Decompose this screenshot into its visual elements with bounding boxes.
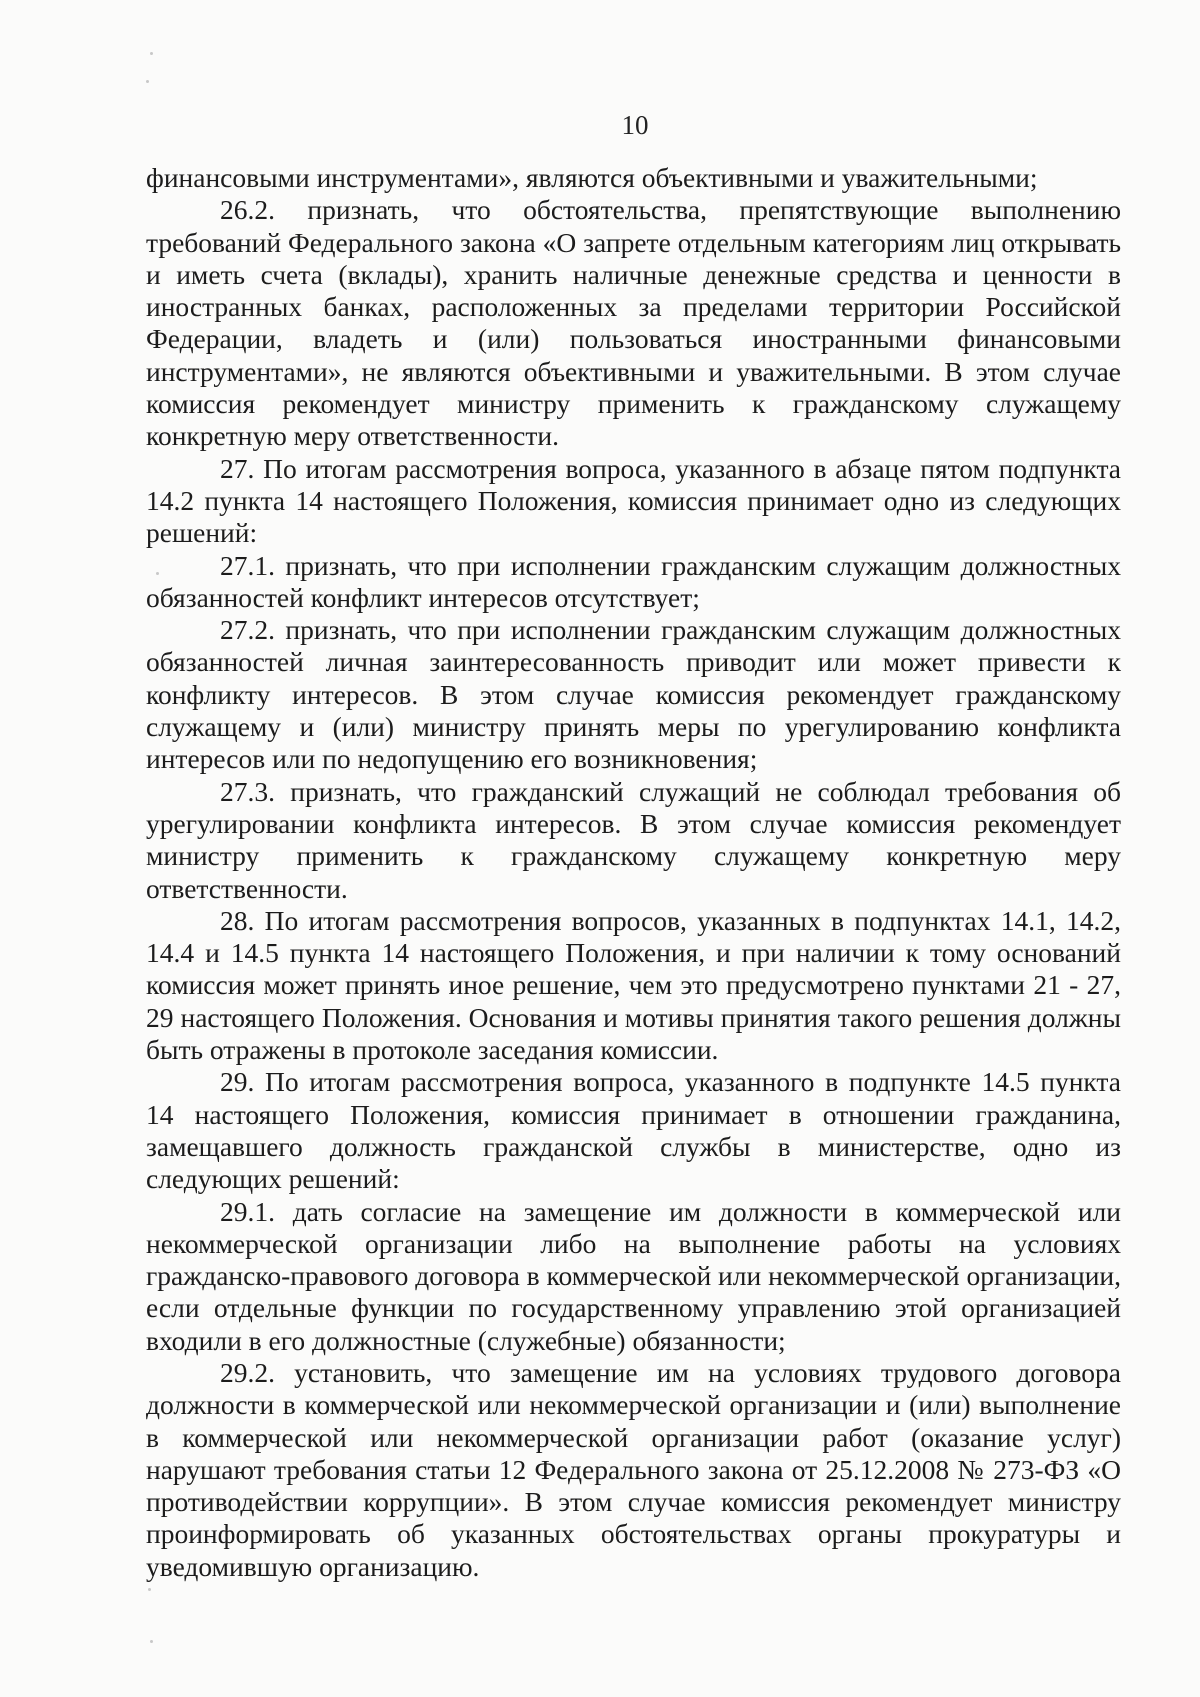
paragraph-27-2: 27.2. признать, что при исполнении гражданским служащим должностных обязанностей личная заинтересованность приводит или может привести к конфликту интересов. В этом случае комиссия рекомендует гражданскому служащему и (или) министру принять меры по урегулированию конфликта интересов или по недопущению его возникновения;	[146, 614, 1121, 775]
paragraph-continuation: финансовыми инструментами», являются объективными и уважительными;	[146, 162, 1038, 193]
paragraph-29: 29. По итогам рассмотрения вопроса, указанного в подпункте 14.5 пункта 14 настоящего Положения, комиссия принимает в отношении гражданина, замещавшего должность гражданской службы в министерстве, одно из следующих решений:	[146, 1066, 1121, 1195]
paragraph-26-2: 26.2. признать, что обстоятельства, препятствующие выполнению требований Федерального закона «О запрете отдельным категориям лиц открывать и иметь счета (вклады), хранить наличные денежные средства и ценности в иностранных банках, расположенных за пределами территории Российской Федерации, владеть и (или) пользоваться иностранными финансовыми инструментами», не являются объективными и уважительными. В этом случае комиссия рекомендует министру применить к гражданскому служащему конкретную меру ответственности.	[146, 194, 1121, 452]
paragraph-27-1: 27.1. признать, что при исполнении гражданским служащим должностных обязанностей конфликт интересов отсутствует;	[146, 549, 1121, 613]
paragraph-29-2: 29.2. установить, что замещение им на условиях трудового договора должности в коммерческой или некоммерческой организации и (или) выполнение в коммерческой или некоммерческой организации работ (оказание услуг) нарушают требования статьи 12 Федерального закона от 25.12.2008 № 273-ФЗ «О противодействии коррупции». В этом случае комиссия рекомендует министру проинформировать об указанных обстоятельствах органы прокуратуры и уведомившую организацию.	[146, 1356, 1121, 1582]
scan-speck	[156, 572, 159, 575]
page-number: 10	[621, 110, 649, 140]
paragraph-27: 27. По итогам рассмотрения вопроса, указанного в абзаце пятом подпункта 14.2 пункта 14 настоящего Положения, комиссия принимает одно из следующих решений:	[146, 452, 1121, 549]
scan-speck	[150, 52, 153, 55]
scan-speck	[150, 1640, 153, 1643]
scan-speck	[148, 1588, 151, 1591]
scan-speck	[146, 80, 149, 83]
paragraph-29-1: 29.1. дать согласие на замещение им должности в коммерческой или некоммерческой организации либо на выполнение работы на условиях гражданско-правового договора в коммерческой или некоммерческой организации, если отдельные функции по государственному управлению этой организацией входили в его должностные (служебные) обязанности;	[146, 1195, 1122, 1356]
document-body	[146, 162, 1121, 1583]
paragraph-27-3: 27.3. признать, что гражданский служащий не соблюдал требования об урегулировании конфликта интересов. В этом случае комиссия рекомендует министру применить к гражданскому служащему конкретную меру ответственности.	[146, 775, 1121, 904]
paragraph-28: 28. По итогам рассмотрения вопросов, указанных в подпунктах 14.1, 14.2, 14.4 и 14.5 пункта 14 настоящего Положения, и при наличии к тому оснований комиссия может принять иное решение, чем это предусмотрено пунктами 21 - 27, 29 настоящего Положения. Основания и мотивы принятия такого решения должны быть отражены в протоколе заседания комиссии.	[146, 904, 1121, 1066]
